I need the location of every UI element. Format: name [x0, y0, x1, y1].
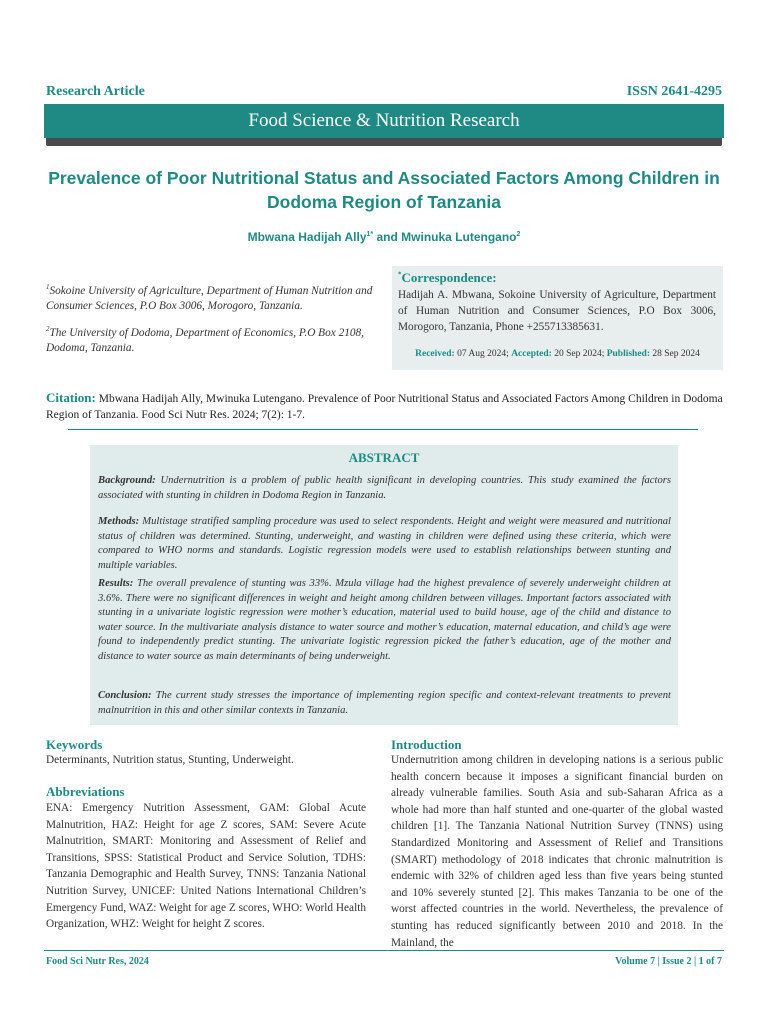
published-label: Published: — [606, 349, 650, 359]
journal-banner: Food Science & Nutrition Research — [44, 104, 724, 138]
paper-title: Prevalence of Poor Nutritional Status and Associated Factors Among Children in Dodoma Region of Tanzania — [48, 168, 720, 212]
issn-label: ISSN 2641-4295 — [626, 84, 722, 99]
article-dates — [392, 349, 723, 359]
accepted-date: 20 Sep 2024; — [551, 349, 607, 359]
author-1: Mbwana Hadijah Ally — [247, 230, 367, 244]
author-1-sup: 1* — [366, 231, 374, 238]
keywords-heading: Keywords — [46, 737, 103, 752]
author-joiner: and — [373, 230, 402, 244]
results-label: Results: — [98, 578, 134, 589]
correspondence-heading — [398, 270, 497, 286]
correspondence-text: Hadijah A. Mbwana, Sokoine University of Agriculture, Department of Human Nutrition and Consumer Sciences, P.O Box 3006, Morogoro, Tanzania, Phone +255713385631. — [398, 289, 716, 333]
background-text: Undernutrition is a problem of public health significant in developing countries. This study examined the factors associated with stunting in children in Dodoma Region in Tanzania. — [98, 475, 671, 501]
keywords-text: Determinants, Nutrition status, Stunting, Underweight. — [46, 754, 294, 766]
citation-divider — [68, 429, 698, 430]
abstract-results — [98, 577, 671, 665]
affiliation-2 — [46, 322, 376, 356]
methods-label: Methods: — [98, 516, 140, 527]
received-date: 07 Aug 2024; — [454, 349, 512, 359]
methods-text: Multistage stratified sampling procedure was used to select respondents. Height and weight were measured and nutritional status of children was determined. Stunting, underweight, and wasting in children were defined using these criteria, which were compared to WHO norms and standards. Logistic regression models were used to establish relationships between stunting and multiple variables. — [98, 516, 671, 571]
affiliation-1 — [46, 280, 376, 314]
accepted-label: Accepted: — [511, 349, 552, 359]
footer-divider — [44, 950, 724, 951]
conclusion-label: Conclusion: — [98, 690, 152, 701]
footer-volume: Volume 7 | Issue 2 | 1 of 7 — [615, 956, 722, 967]
footer-journal: Food Sci Nutr Res, 2024 — [46, 956, 149, 967]
abbreviations-heading: Abbreviations — [46, 784, 125, 799]
affiliation-1-text: Sokoine University of Agriculture, Department of Human Nutrition and Consumer Sciences, P.O Box 3006, Morogoro, Tanzania. — [46, 284, 373, 312]
affiliation-2-text: The University of Dodoma, Department of Economics, P.O Box 2108, Dodoma, Tanzania. — [46, 326, 364, 354]
published-date: 28 Sep 2024 — [650, 349, 700, 359]
abstract-heading: ABSTRACT — [348, 450, 420, 465]
correspondence-title: Correspondence: — [401, 270, 497, 285]
results-text: The overall prevalence of stunting was 33%. Mzula village had the highest prevalence of severely underweight children at 3.6%. There were no significant differences in weight and height among children between villages. Important factors associated with stunting in a univariate logistic regression were mother’s education, material used to build house, age of the child and distance to water source. In the multivariate analysis distance to water source and mother’s education, maternal education, and child’s age were found to independently predict stunting. The univariate logistic regression picked the father’s education, age of the mother and distance to water source as main determinants of being underweight. — [98, 578, 671, 662]
abstract-methods — [98, 515, 671, 573]
article-type-label: Research Article — [46, 84, 145, 99]
conclusion-text: The current study stresses the importance of implementing region specific and context-relevant treatments to prevent malnutrition in this and other similar contexts in Tanzania. — [98, 690, 671, 716]
introduction-heading: Introduction — [391, 737, 462, 752]
author-line — [40, 230, 728, 244]
citation — [46, 390, 724, 423]
abstract-conclusion — [98, 689, 671, 718]
abbreviations-text: ENA: Emergency Nutrition Assessment, GAM: Global Acute Malnutrition, HAZ: Height for age Z scores, SAM: Severe Acute Malnutrition, SMART: Monitoring and Assessment of Relief and Transitions, SPSS: Statistical Product and Service Solution, TDHS: Tanzania Demographic and Health Survey, TNNS: Tanzania National Nutrition Survey, UNICEF: United Nations International Children’s Emergency Fund, WAZ: Weight for age Z scores, WHO: World Health Organization, WHZ: Weight for height Z scores. — [46, 802, 366, 931]
author-2: Mwinuka Lutengano — [401, 230, 517, 244]
introduction-text: Undernutrition among children in developing nations is a serious public health concern because it imposes a significant financial burden on already vulnerable families. South Asia and sub-Saharan Africa as a whole had more than half stunted and one-quarter of the global wasted children [1]. The Tanzania National Nutrition Survey (TNNS) using Standardized Monitoring and Assessment of Relief and Transitions (SMART) methodology of 2018 indicates that chronic malnutrition is endemic with 32% of children aged less than five years being stunted and 10% severely stunted [2]. This makes Tanzania to be one of the worst affected countries in the world. Nevertheless, the prevalence of stunting has reduced significantly between 2010 and 2018. In the Mainland, the — [391, 754, 723, 949]
background-label: Background: — [98, 475, 156, 486]
received-label: Received: — [415, 349, 455, 359]
affiliation-2-sup: 2 — [46, 325, 50, 333]
affiliation-1-sup: 1 — [46, 283, 50, 291]
author-2-sup: 2 — [516, 231, 521, 238]
citation-text: Mbwana Hadijah Ally, Mwinuka Lutengano. Prevalence of Poor Nutritional Status and Associated Factors Among Children in Dodoma Region of Tanzania. Food Sci Nutr Res. 2024; 7(2): 1-7. — [46, 393, 723, 421]
abstract-background — [98, 474, 671, 503]
citation-label: Citation: — [46, 390, 96, 405]
correspondence-star: * — [398, 270, 402, 279]
